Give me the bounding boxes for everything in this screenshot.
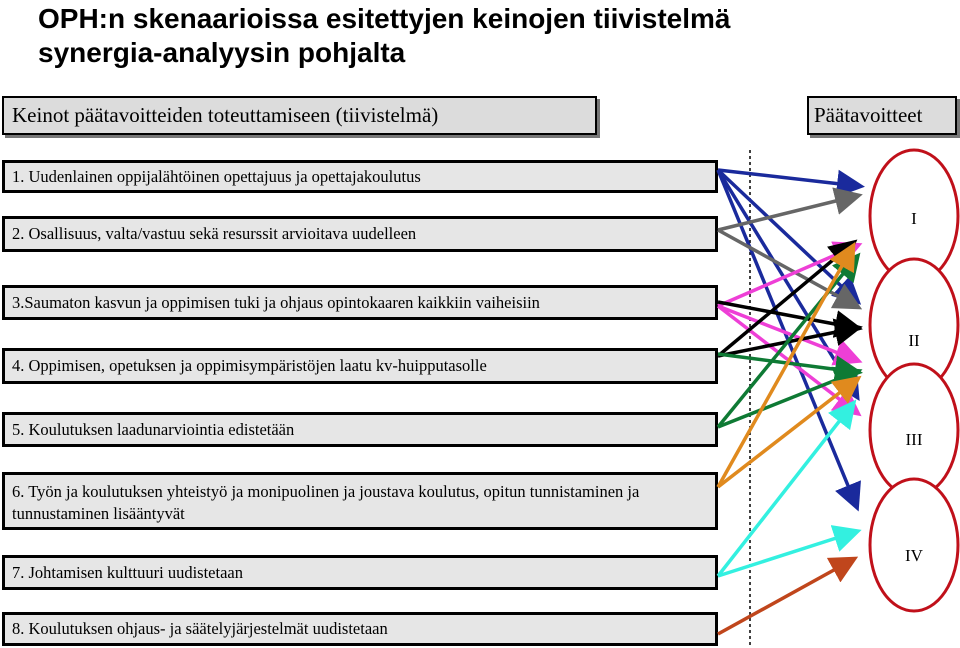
- means-label-3: 3.Saumaton kasvun ja oppimisen tuki ja ohjaus opintokaaren kaikkiin vaiheisiin: [12, 292, 540, 312]
- edge-m4-g1-black: [718, 244, 852, 356]
- means-label-7: 7. Johtamisen kulttuuri uudistetaan: [12, 562, 243, 582]
- goal-label-3: III: [905, 430, 923, 449]
- title-line-2: synergia-analyysin pohjalta: [38, 37, 406, 68]
- means-label-4: 4. Oppimisen, opetuksen ja oppimisympäristöjen laatu kv-huipputasolle: [12, 356, 487, 375]
- goal-ellipse-4: [870, 479, 958, 611]
- title-line-1: OPH:n skenaarioissa esitettyjen keinojen tiivistelmä: [38, 3, 731, 34]
- goal-label-1: I: [911, 209, 917, 228]
- goals-layer: [870, 150, 958, 611]
- means-label-5: 5. Koulutuksen laadunarviointia edistetään: [12, 419, 295, 439]
- edge-m7-g3-cyan: [718, 405, 852, 576]
- goal-label-2: II: [908, 331, 920, 350]
- means-label-8: 8. Koulutuksen ohjaus- ja säätelyjärjestelmät uudistetaan: [12, 619, 388, 638]
- edge-m1-g1-navy: [718, 170, 858, 186]
- edge-m6-g2-orange: [718, 380, 856, 487]
- means-header-label: Keinot päätavoitteiden toteuttamiseen (tiivistelmä): [12, 103, 439, 127]
- goal-label-4: IV: [905, 546, 923, 565]
- goals-header-label: Päätavoitteet: [814, 103, 923, 127]
- edge-m2-g2-gray: [718, 230, 856, 306]
- means-label-2: 2. Osallisuus, valta/vastuu sekä resurssit arvioitava uudelleen: [12, 224, 417, 243]
- means-label-1: 1. Uudenlainen oppijalähtöinen opettajuus ja opettajakoulutus: [12, 166, 421, 186]
- means-label-6: 6. Työn ja koulutuksen yhteistyö ja monipuolinen ja joustava koulutus, opitun tunnistaminen ja tunnustaminen lisääntyvät: [12, 482, 640, 523]
- edges-layer: [718, 170, 858, 634]
